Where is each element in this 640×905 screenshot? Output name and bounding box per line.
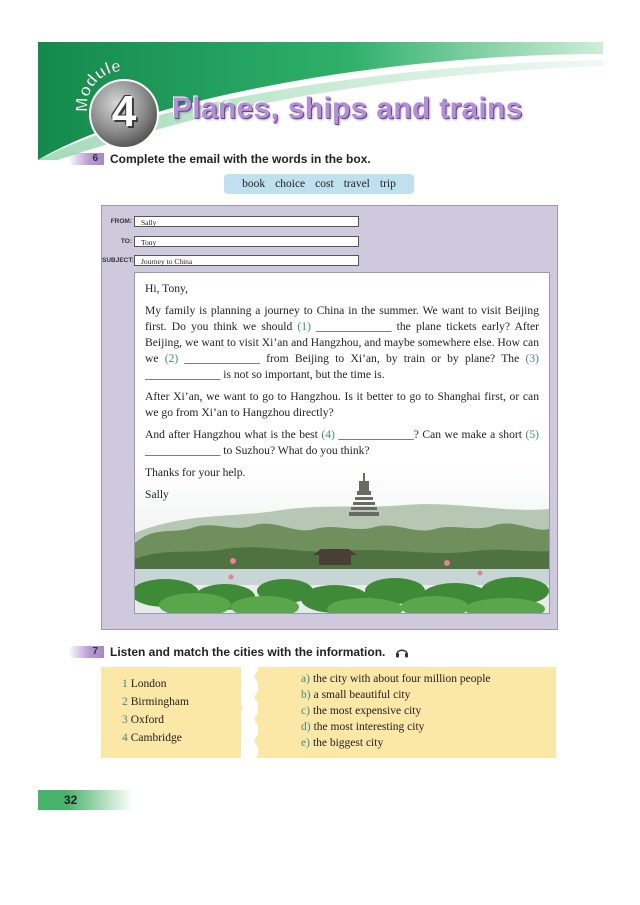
exercise-number: 7 xyxy=(68,646,104,658)
info-letter: d) xyxy=(301,721,311,733)
information-panel xyxy=(258,667,556,758)
city-name: Birmingham xyxy=(130,696,189,708)
info-text: the city with about four million people xyxy=(312,673,491,685)
email-body xyxy=(134,272,550,614)
list-item xyxy=(301,689,410,701)
to-label: TO: xyxy=(120,238,132,245)
blank-2: (2) xyxy=(164,352,179,365)
from-label: FROM: xyxy=(110,218,132,225)
city-number: 2 xyxy=(122,696,128,708)
city-name: Cambridge xyxy=(130,732,182,744)
list-item xyxy=(301,721,424,733)
subject-field[interactable]: Journey to China xyxy=(134,255,359,266)
module-word: Module xyxy=(72,60,122,113)
blank-4: (4) xyxy=(321,428,335,441)
email-window xyxy=(101,205,558,630)
info-text: the biggest city xyxy=(312,737,384,749)
word-item: travel xyxy=(343,178,370,190)
from-field[interactable]: Sally xyxy=(134,216,359,227)
word-item: cost xyxy=(315,178,334,190)
text-segment: _____________ the plane tickets early? After Beijing, we want to visit Xi’an and Hangzhou, and maybe somewhere else. How can we xyxy=(145,320,539,365)
list-item xyxy=(122,732,182,744)
list-item xyxy=(301,737,383,749)
info-text: the most expensive city xyxy=(312,705,422,717)
blank-5: (5) xyxy=(525,428,539,441)
email-subject-row xyxy=(102,255,359,266)
email-paragraph-3 xyxy=(145,427,539,459)
list-item xyxy=(122,714,164,726)
city-name: London xyxy=(130,678,167,690)
to-field[interactable]: Tony xyxy=(134,236,359,247)
list-item xyxy=(301,673,491,685)
city-name: Oxford xyxy=(130,714,164,726)
info-letter: e) xyxy=(301,737,310,749)
list-item xyxy=(122,678,167,690)
email-signature: Sally xyxy=(145,488,169,501)
list-item xyxy=(301,705,421,717)
text-segment: And after Hangzhou what is the best xyxy=(145,428,322,441)
exercise-7-heading xyxy=(68,645,409,659)
subject-label: SUBJECT: xyxy=(102,257,134,264)
email-thanks: Thanks for your help. xyxy=(145,466,246,479)
info-text: a small beautiful city xyxy=(313,689,411,701)
exercise-number: 6 xyxy=(68,153,104,165)
email-to-row xyxy=(102,236,359,247)
info-letter: c) xyxy=(301,705,310,717)
city-number: 4 xyxy=(122,732,128,744)
text-segment: _____________ from Beijing to Xi’an, by train or by plane? The xyxy=(178,352,526,365)
page-number: 32 xyxy=(38,790,133,810)
text-segment: _____________? Can we make a short xyxy=(334,428,526,441)
info-letter: a) xyxy=(301,673,310,685)
email-greeting: Hi, Tony, xyxy=(145,282,188,295)
blank-3: (3) xyxy=(525,352,539,365)
word-item: book xyxy=(242,178,266,190)
text-segment: _____________ to Suzhou? What do you think? xyxy=(145,444,370,457)
email-paragraph-1 xyxy=(145,303,539,383)
headphones-icon[interactable] xyxy=(395,646,409,658)
word-box xyxy=(224,174,414,194)
blank-1: (1) xyxy=(297,320,311,333)
text-segment: _____________ is not so important, but the time is. xyxy=(145,368,385,381)
exercise-6-heading xyxy=(68,152,371,166)
module-number: 4 xyxy=(111,87,137,136)
email-from-row xyxy=(102,216,359,227)
text-segment: My family is planning a journey to China in the summer. We want to visit Beijing first. Do you think we should xyxy=(145,304,539,333)
info-letter: b) xyxy=(301,689,311,701)
page-title: Planes, ships and trains xyxy=(172,92,523,125)
email-text xyxy=(145,281,539,509)
city-number: 1 xyxy=(122,678,128,690)
info-text: the most interesting city xyxy=(313,721,425,733)
email-paragraph-2: After Xi’an, we want to go to Hangzhou. Is it better to go to Shanghai first, or can we go from Xi’an to Hangzhou directly? xyxy=(145,390,539,419)
list-item xyxy=(122,696,189,708)
city-number: 3 xyxy=(122,714,128,726)
word-item: choice xyxy=(275,178,306,190)
exercise-instruction: Listen and match the cities with the information. xyxy=(110,645,386,659)
cities-panel xyxy=(101,667,241,758)
word-item: trip xyxy=(379,178,396,190)
exercise-instruction: Complete the email with the words in the box. xyxy=(110,152,371,166)
